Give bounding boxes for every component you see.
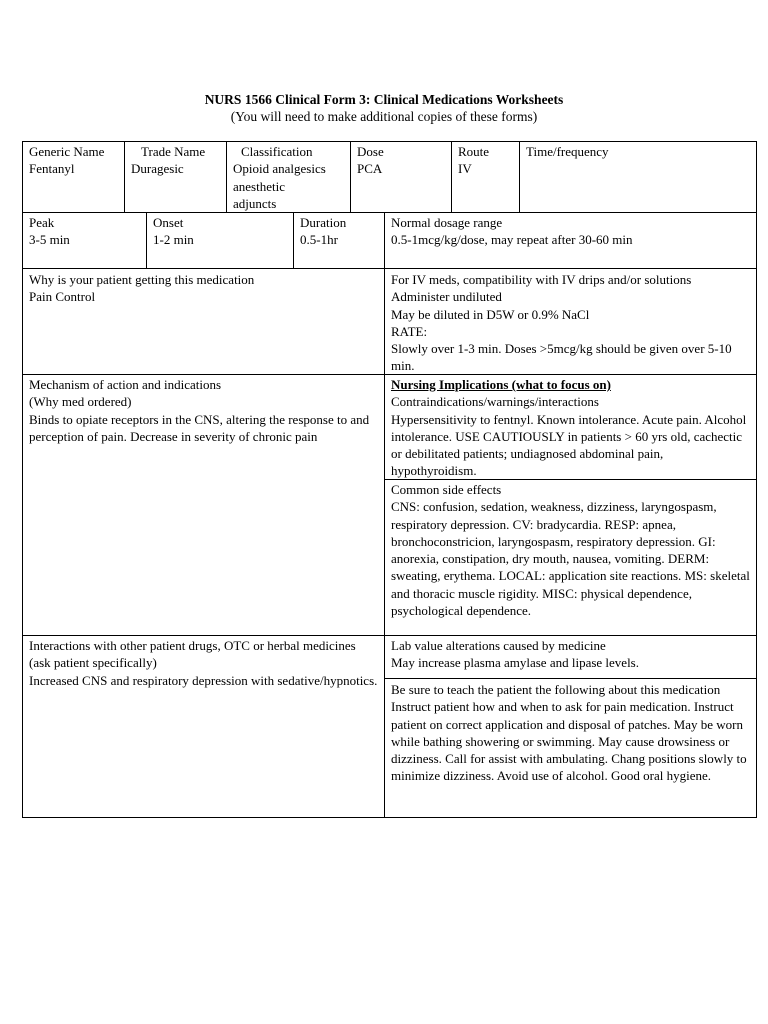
classification-value-3: adjuncts xyxy=(233,195,277,211)
interactions-label: Interactions with other patient drugs, OTC or herbal medicines (ask patient specifically) xyxy=(29,638,356,671)
classification-cell xyxy=(227,142,350,212)
onset-value: 1-2 min xyxy=(153,232,194,248)
trade-name-value: Duragesic xyxy=(131,161,184,177)
classification-value-2: anesthetic xyxy=(233,178,285,194)
duration-cell xyxy=(294,213,384,268)
lab-label: Lab value alterations caused by medicine xyxy=(391,638,606,653)
mechanism-label: Mechanism of action and indications xyxy=(29,377,222,392)
lab-value: May increase plasma amylase and lipase levels. xyxy=(391,655,639,671)
normal-range-cell xyxy=(385,213,756,268)
mechanism-value: Binds to opiate receptors in the CNS, altering the response to and perception of pain. Decrease in severity of chronic pain xyxy=(29,411,370,444)
side-effects-value: CNS: confusion, sedation, weakness, dizziness, laryngospasm, respiratory depression. CV: bradycardia. RESP: apnea, bronchoconstricion, laryngospasm, respiratory depression. GI: anorexia, constipation, dry mouth, nausea, vomiting. DERM: sweating, erythema. LOCAL: application site reactions. MS: skeletal and thoracic muscle rigidity. MISC: physical dependence, psychological dependence. xyxy=(391,499,750,619)
interactions-value: Increased CNS and respiratory depression with sedative/hypnotics. xyxy=(29,672,378,688)
nursing-implications-label: Nursing Implications (what to focus on) xyxy=(391,377,611,392)
contraindications-label: Contraindications/warnings/interactions xyxy=(391,394,599,410)
iv-line-2: May be diluted in D5W or 0.9% NaCl xyxy=(391,306,590,322)
peak-cell xyxy=(23,213,146,268)
normal-range-value: 0.5-1mcg/kg/dose, may repeat after 30-60 min xyxy=(391,232,633,248)
iv-label: For IV meds, compatibility with IV drips and/or solutions xyxy=(391,272,692,287)
route-label: Route xyxy=(458,144,490,159)
page-title: NURS 1566 Clinical Form 3: Clinical Medications Worksheets xyxy=(204,92,564,107)
generic-name-value: Fentanyl xyxy=(29,161,75,177)
teach-value: Instruct patient how and when to ask for pain medication. Instruct patient on correct application and disposal of patches. May be worn while bathing showering or swimming. May cause drowsiness or dizziness. Call for assist with ambulating. Chang positions slowly to minimize dizziness. Avoid use of alcohol. Good oral hygiene. xyxy=(391,699,747,784)
side-effects-label: Common side effects xyxy=(391,482,502,497)
generic-name-label: Generic Name xyxy=(29,144,105,159)
dose-value: PCA xyxy=(357,161,383,177)
trade-name-label: Trade Name xyxy=(141,144,206,159)
mechanism-sub: (Why med ordered) xyxy=(29,394,132,410)
route-value: IV xyxy=(458,161,472,177)
dose-label: Dose xyxy=(357,144,384,159)
lab-alterations-cell xyxy=(385,636,756,678)
onset-cell xyxy=(147,213,293,268)
generic-name-cell xyxy=(23,142,124,212)
iv-compatibility-cell xyxy=(385,270,756,374)
patient-teaching-cell xyxy=(385,680,756,817)
page-subtitle: (You will need to make additional copies of these forms) xyxy=(230,109,538,124)
time-frequency-cell xyxy=(520,142,756,212)
peak-label: Peak xyxy=(29,215,55,230)
trade-name-cell xyxy=(125,142,226,212)
iv-line-3: RATE: xyxy=(391,323,428,339)
nursing-implications-cell xyxy=(385,375,756,479)
teach-label: Be sure to teach the patient the following about this medication xyxy=(391,682,721,697)
dose-cell xyxy=(351,142,451,212)
classification-value-1: Opioid analgesics xyxy=(233,161,326,177)
iv-line-4: Slowly over 1-3 min. Doses >5mcg/kg should be given over 5-10 min. xyxy=(391,341,732,374)
onset-label: Onset xyxy=(153,215,184,230)
mechanism-cell xyxy=(23,375,384,635)
duration-value: 0.5-1hr xyxy=(300,232,338,248)
time-frequency-label: Time/frequency xyxy=(526,144,609,159)
why-value: Pain Control xyxy=(29,289,96,305)
classification-label: Classification xyxy=(241,144,313,159)
interactions-cell xyxy=(23,636,384,817)
why-cell xyxy=(23,270,384,374)
peak-value: 3-5 min xyxy=(29,232,70,248)
route-cell xyxy=(452,142,519,212)
side-effects-cell xyxy=(385,480,756,635)
duration-label: Duration xyxy=(300,215,347,230)
why-label: Why is your patient getting this medication xyxy=(29,272,255,287)
normal-range-label: Normal dosage range xyxy=(391,215,503,230)
contraindications-value: Hypersensitivity to fentnyl. Known intolerance. Acute pain. Alcohol intolerance. USE CAUTIOUSLY in patients > 60 yrs old, cachectic or debilitated patients; undiagnosed abdominal pain, hypothyroidism. xyxy=(391,411,747,479)
iv-line-1: Administer undiluted xyxy=(391,289,502,305)
